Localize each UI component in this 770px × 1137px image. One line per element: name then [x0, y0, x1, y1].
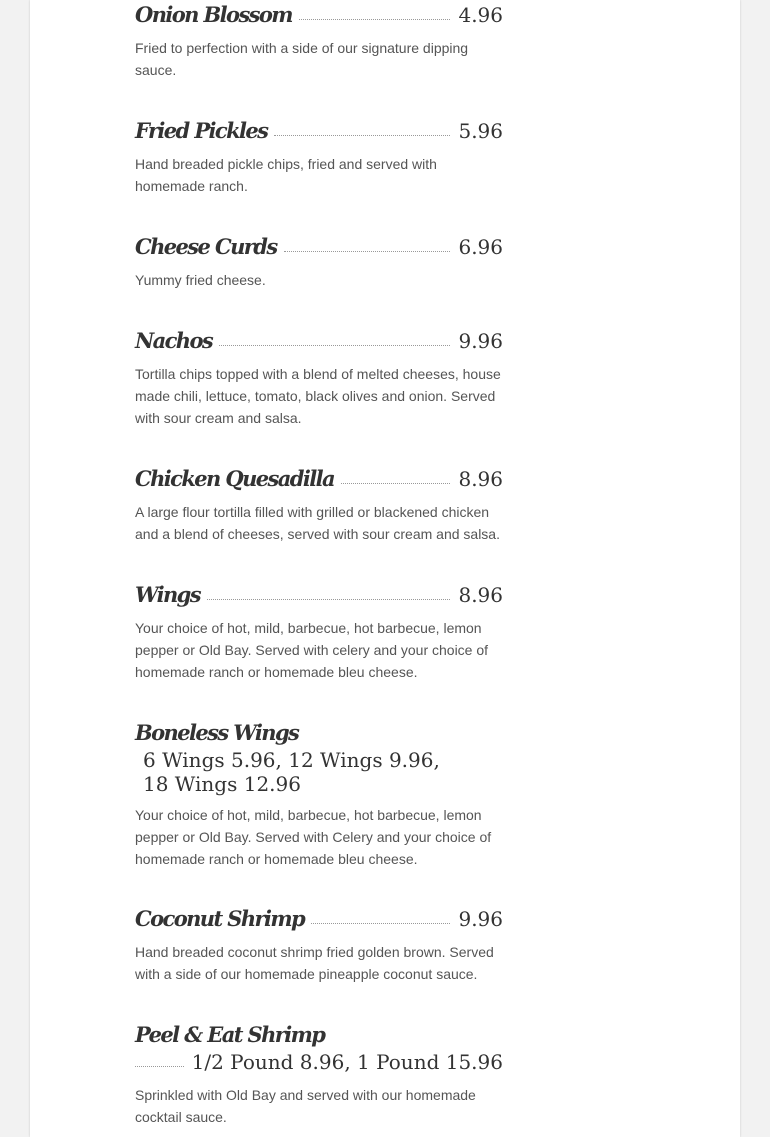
menu-item-price: 8.96 [458, 467, 503, 491]
menu-item-boneless-wings [135, 718, 503, 870]
menu-item-description: Your choice of hot, mild, barbecue, hot barbecue, lemon pepper or Old Bay. Served with celery and your choice of homemade ranch or homemade bleu cheese. [135, 620, 489, 680]
menu-item-name: Cheese Curds [135, 234, 277, 259]
menu-item-name: Coconut Shrimp [135, 906, 305, 931]
dotted-leader [299, 19, 451, 20]
dotted-leader [274, 135, 450, 136]
menu-page [30, 0, 740, 1137]
menu-item-description: Sprinkled with Old Bay and served with our homemade cocktail sauce. [135, 1087, 476, 1125]
menu-item-header [135, 116, 503, 146]
menu-item-description: Fried to perfection with a side of our signature dipping sauce. [135, 40, 469, 78]
menu-item-price: 4.96 [458, 3, 503, 27]
menu-item-name: Wings [135, 582, 200, 607]
menu-item-price-row [135, 1050, 503, 1074]
menu-item-header [135, 1020, 503, 1050]
menu-item-header [135, 0, 503, 30]
menu-item-description: Hand breaded coconut shrimp fried golden brown. Served with a side of our homemade pineapple coconut sauce. [135, 944, 494, 982]
dotted-leader [207, 599, 451, 600]
menu-item-price: 5.96 [458, 119, 503, 143]
menu-item-coconut-shrimp [135, 904, 503, 985]
menu-item-price: 6 Wings 5.96, 12 Wings 9.96, 18 Wings 12.96 [143, 748, 440, 796]
dotted-leader [219, 345, 450, 346]
menu-item-header [135, 464, 503, 494]
menu-item-name: Nachos [135, 328, 213, 353]
menu-item-name: Fried Pickles [135, 118, 268, 143]
menu-item-header [135, 232, 503, 262]
dotted-leader [135, 1066, 184, 1067]
menu-item-peel-eat-shrimp [135, 1020, 503, 1128]
menu-item-name: Boneless Wings [135, 720, 299, 745]
menu-item-description: Tortilla chips topped with a blend of melted cheeses, house made chili, lettuce, tomato, black olives and onion. Served with sour cream and salsa. [135, 366, 501, 426]
menu-item-onion-blossom [135, 0, 503, 81]
menu-item-name: Onion Blossom [135, 2, 292, 27]
menu-item-price: 1/2 Pound 8.96, 1 Pound 15.96 [191, 1050, 503, 1074]
menu-item-description: Yummy fried cheese. [135, 272, 266, 288]
dotted-leader [341, 483, 450, 484]
menu-item-chicken-quesadilla [135, 464, 503, 545]
menu-item-name: Peel & Eat Shrimp [135, 1022, 325, 1047]
dotted-leader [311, 923, 450, 924]
menu-item-fried-pickles [135, 116, 503, 197]
menu-item-description: Your choice of hot, mild, barbecue, hot barbecue, lemon pepper or Old Bay. Served with Celery and your choice of homemade ranch or homemade bleu cheese. [135, 807, 492, 867]
menu-item-header [135, 580, 503, 610]
menu-item-price: 8.96 [458, 583, 503, 607]
menu-item-description: A large flour tortilla filled with grilled or blackened chicken and a blend of cheeses, served with sour cream and salsa. [135, 504, 500, 542]
menu-item-name: Chicken Quesadilla [135, 466, 335, 491]
menu-item-header [135, 718, 503, 748]
menu-item-description: Hand breaded pickle chips, fried and served with homemade ranch. [135, 156, 437, 194]
menu-item-price: 9.96 [458, 329, 503, 353]
menu-item-header [135, 904, 503, 934]
menu-item-price: 6.96 [458, 235, 503, 259]
menu-item-price: 9.96 [458, 907, 503, 931]
menu-item-cheese-curds [135, 232, 503, 291]
dotted-leader [284, 251, 451, 252]
menu-item-wings [135, 580, 503, 683]
menu-item-header [135, 326, 503, 356]
menu-item-nachos [135, 326, 503, 429]
